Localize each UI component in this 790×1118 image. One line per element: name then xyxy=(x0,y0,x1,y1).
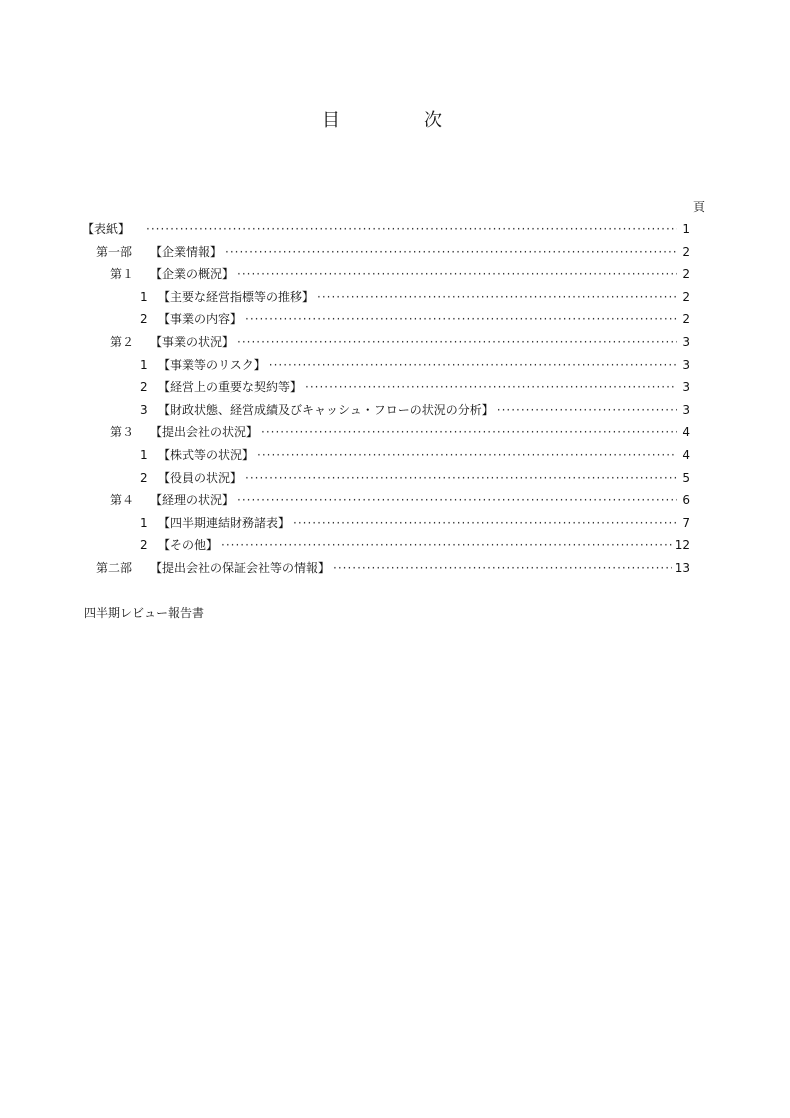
toc-entry[interactable] xyxy=(82,490,690,513)
toc-entry-page: 3 xyxy=(682,334,690,349)
toc-entry-prefix: 1 xyxy=(140,289,148,304)
toc-entry-label: 【主要な経営指標等の推移】 xyxy=(158,289,315,304)
toc-entry-prefix: 2 xyxy=(140,312,148,327)
dot-leader xyxy=(221,535,672,555)
toc-entry-page: 5 xyxy=(682,470,690,485)
dot-leader xyxy=(225,242,677,262)
dot-leader xyxy=(237,332,677,352)
toc-entry-prefix: 2 xyxy=(140,470,148,485)
footer-text: 四半期レビュー報告書 xyxy=(84,606,205,620)
toc-entry-prefix: 2 xyxy=(140,538,148,553)
toc-entry-page: 6 xyxy=(682,493,690,508)
toc-entry-label: 【その他】 xyxy=(158,538,219,553)
toc-entry[interactable] xyxy=(82,400,690,423)
dot-leader xyxy=(497,400,677,420)
toc-entry-prefix: 第４ xyxy=(110,493,135,508)
toc-entry-page: 2 xyxy=(682,289,690,304)
title-part-1: 目 xyxy=(322,110,340,131)
toc-entry[interactable] xyxy=(82,309,690,332)
toc-entry[interactable] xyxy=(82,242,690,265)
toc-entry-label: 【企業の概況】 xyxy=(150,267,235,282)
toc-entry[interactable] xyxy=(82,355,690,378)
toc-entry-label: 【役員の状況】 xyxy=(158,470,243,485)
toc-entry-label: 【提出会社の保証会社等の情報】 xyxy=(150,560,331,575)
toc-entry[interactable] xyxy=(82,558,690,581)
toc-entry-prefix: 第１ xyxy=(110,267,135,282)
toc-entry-label: 【株式等の状況】 xyxy=(158,447,255,462)
toc-entry-label: 【四半期連結財務諸表】 xyxy=(158,515,291,530)
toc-entry-label: 【事業の内容】 xyxy=(158,312,243,327)
toc-entry[interactable] xyxy=(82,332,690,355)
toc-entry-page: 13 xyxy=(674,560,690,575)
toc-entry-label: 【財政状態、経営成績及びキャッシュ・フローの状況の分析】 xyxy=(158,402,494,417)
toc-entry-prefix: 1 xyxy=(140,515,148,530)
dot-leader xyxy=(261,422,677,442)
toc-entry-page: 3 xyxy=(682,380,690,395)
toc-entry-page: 4 xyxy=(682,425,690,440)
toc-entry-page: 4 xyxy=(682,447,690,462)
dot-leader xyxy=(257,445,677,465)
dot-leader xyxy=(269,355,677,375)
toc-entry-label: 【表紙】 xyxy=(82,222,131,236)
toc-entry-label: 【企業情報】 xyxy=(150,244,223,259)
dot-leader xyxy=(245,468,677,488)
toc-entry-prefix: 1 xyxy=(140,357,148,372)
toc-entry-page: 12 xyxy=(674,538,690,553)
toc-entry-prefix: 1 xyxy=(140,447,148,462)
toc-entry[interactable] xyxy=(82,422,690,445)
toc-entry-page: 3 xyxy=(682,357,690,372)
toc-entry-label: 【事業の状況】 xyxy=(150,334,235,349)
dot-leader xyxy=(333,558,672,578)
toc-entry-prefix: 第２ xyxy=(110,334,135,349)
dot-leader xyxy=(237,264,677,284)
toc-entry-page: 2 xyxy=(682,267,690,282)
dot-leader xyxy=(293,513,677,533)
title-part-2: 次 xyxy=(424,110,442,131)
toc-entry[interactable] xyxy=(82,287,690,310)
dot-leader xyxy=(245,309,677,329)
toc-entry-prefix: 2 xyxy=(140,380,148,395)
toc-entry[interactable] xyxy=(82,377,690,400)
toc-entry-page: 2 xyxy=(682,312,690,327)
dot-leader xyxy=(317,287,677,307)
toc-entry-page: 7 xyxy=(682,515,690,530)
toc-entry-prefix: 3 xyxy=(140,402,148,417)
toc-entry-label: 【提出会社の状況】 xyxy=(150,425,259,440)
toc-entry-label: 【経営上の重要な契約等】 xyxy=(158,380,303,395)
toc-entry[interactable] xyxy=(82,513,690,536)
toc-entry-label: 【経理の状況】 xyxy=(150,493,235,508)
toc-entry-page: 2 xyxy=(682,244,690,259)
toc-entry-page: 1 xyxy=(682,222,690,236)
toc-entry-label: 【事業等のリスク】 xyxy=(158,357,266,372)
toc-entry-prefix: 第一部 xyxy=(96,244,133,259)
dot-leader xyxy=(146,219,677,239)
toc-entry[interactable] xyxy=(82,445,690,468)
toc-entry[interactable] xyxy=(82,535,690,558)
dot-leader xyxy=(305,377,677,397)
toc-entry-prefix: 第二部 xyxy=(96,560,133,575)
toc-entry-page: 3 xyxy=(682,402,690,417)
dot-leader xyxy=(237,490,677,510)
table-of-contents xyxy=(82,219,690,581)
toc-entry[interactable] xyxy=(82,468,690,491)
toc-entry[interactable] xyxy=(82,219,690,242)
toc-entry-prefix: 第３ xyxy=(110,425,135,440)
toc-entry[interactable] xyxy=(82,264,690,287)
page-column-label: 頁 xyxy=(693,200,706,214)
